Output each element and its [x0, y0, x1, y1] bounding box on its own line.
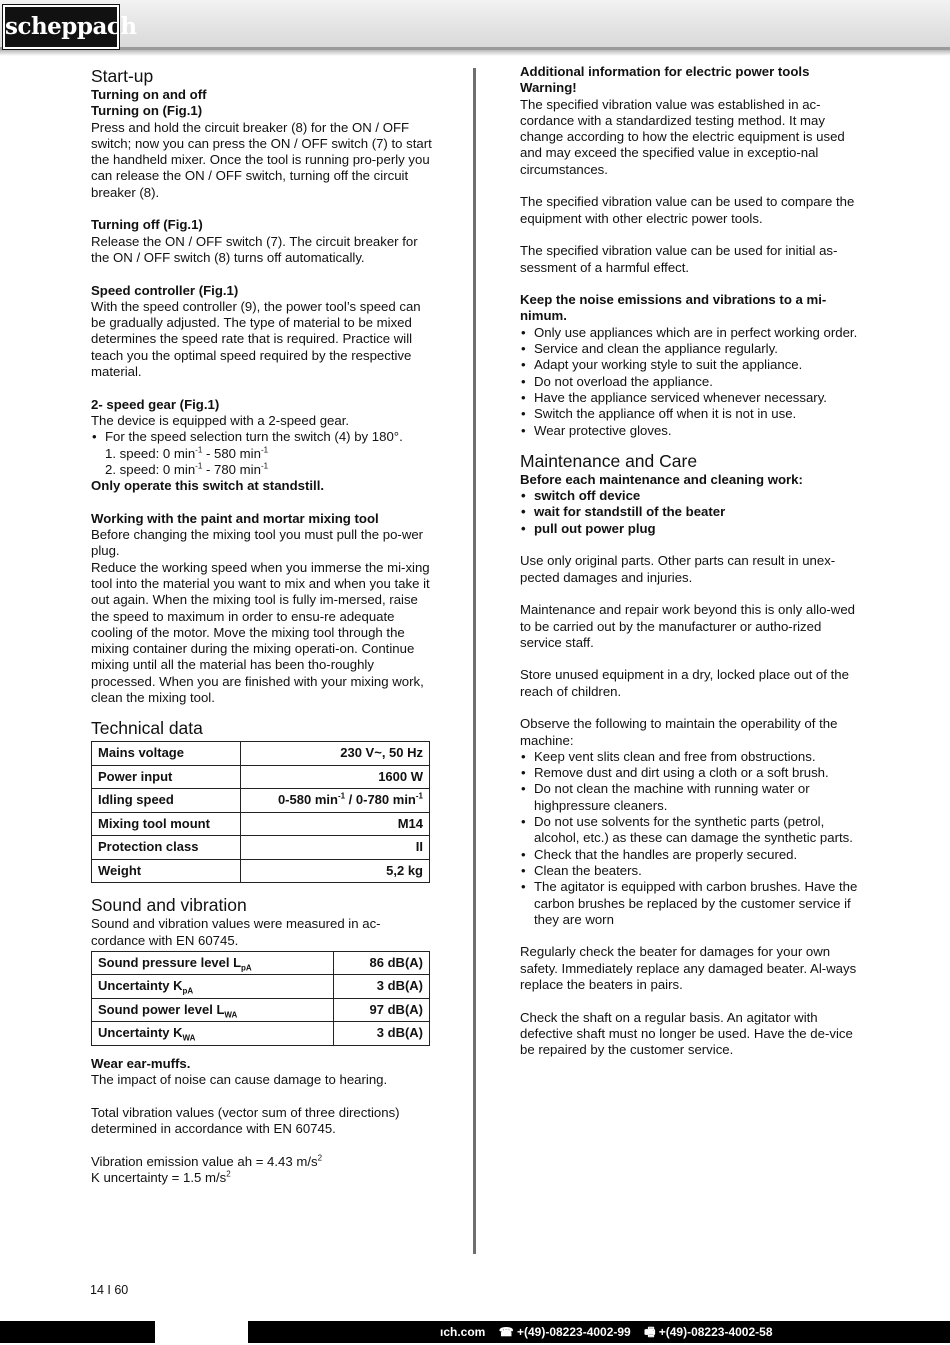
turning-off-text: Release the ON / OFF switch (7). The circuit breaker for the ON / OFF switch (8) turns off automatically. — [91, 233, 418, 265]
list-item: • For the speed selection turn the switch (4) by 180°. — [91, 429, 433, 445]
technical-data-title: Technical data — [91, 718, 203, 739]
speed-1-line: 1. speed: 0 $\min^{-1} - 580$ $\min^{-1}$ — [105, 445, 269, 461]
footer-white-block — [155, 1321, 248, 1343]
table-row: Uncertainty $K_{WA}$ 3 dB(A) — [92, 1022, 430, 1046]
maintenance-title: Maintenance and Care — [520, 450, 698, 471]
keep-emissions-list — [520, 325, 865, 439]
mixing-tool-text-1: Before changing the mixing tool you must pull the po-wer plug. — [91, 527, 424, 559]
header-shadow — [0, 50, 950, 56]
list-item: • Do not clean the machine with running water or highpressure cleaners. — [520, 781, 865, 814]
additional-info-text-3: The specified vibration value can be used for initial as-sessment of a harmful effect. — [520, 243, 838, 275]
list-item: • Keep vent slits clean and free from obstructions. — [520, 749, 865, 765]
table-row: Mixing tool mount M14 — [92, 812, 430, 836]
sound-vibration-title: Sound and vibration — [91, 895, 247, 916]
list-item: • Check that the handles are properly secured. — [520, 847, 865, 863]
list-item: • Remove dust and dirt using a cloth or a soft brush. — [520, 765, 865, 781]
list-item: • switch off device — [520, 488, 865, 504]
maintenance-steps-list — [520, 488, 865, 537]
mixing-tool-heading: Working with the paint and mortar mixing tool — [91, 510, 379, 526]
list-item: • Service and clean the appliance regularly. — [520, 341, 865, 357]
sound-intro: Sound and vibration values were measured in ac-cordance with EN 60745. — [91, 916, 381, 948]
mixing-tool-text-2: Reduce the working speed when you immerse the mi-xing tool into the material you want to mix and when you take it out again. When the mixing tool is fully im-mersed, raise the speed to maximum in order to ensu-re adequate cooling of the motor. Move the mixing tool through the mixing container during the mixing operati-on. Continue mixing until all the material has been tho-roughly processed. When you are finished with your mixing work, clean the mixing tool. — [91, 559, 430, 705]
list-item: • Clean the beaters. — [520, 863, 865, 879]
vibration-emission-line: Vibration emission value ah = 4.43 $m/s^2$ — [91, 1153, 323, 1169]
page-number: 14 I 60 — [90, 1283, 129, 1297]
maintenance-subheading: Before each maintenance and cleaning work: — [520, 471, 803, 487]
speed-gear-heading: 2- speed gear (Fig.1) — [91, 396, 220, 412]
ear-muffs-text: The impact of noise can cause damage to hearing. — [91, 1072, 388, 1088]
warning-heading: Warning! — [520, 80, 577, 96]
footer-bar — [0, 1321, 950, 1343]
additional-info-text-2: The specified vibration value can be used to compare the equipment with other electric power tools. — [520, 194, 855, 226]
table-row: Weight 5,2 kg — [92, 859, 430, 883]
list-item: • wait for standstill of the beater — [520, 504, 865, 520]
table-row: Sound power level $L_{WA}$ 97 dB(A) — [92, 998, 430, 1022]
table-row: Protection class II — [92, 836, 430, 860]
list-item: • Switch the appliance off when it is not in use. — [520, 406, 865, 422]
list-item: • Wear protective gloves. — [520, 423, 865, 439]
table-row: Sound pressure level $L_{pA}$ 86 dB(A) — [92, 951, 430, 975]
vibration-text: Total vibration values (vector sum of three directions) determined in accordance with EN 60745. — [91, 1104, 400, 1137]
table-row: Idling speed 0-580 $\min^{-1} / 0-780$ $\min^{-1}$ — [92, 789, 430, 813]
footer-phone: ☎ +(49)-08223-4002-99 — [498, 1325, 631, 1339]
keep-emissions-heading: Keep the noise emissions and vibrations to a mi-nimum. — [520, 292, 827, 324]
speed-gear-text: The device is equipped with a 2-speed gear. — [91, 412, 350, 428]
speed-controller-heading: Speed controller (Fig.1) — [91, 282, 239, 298]
turning-on-text: Press and hold the circuit breaker (8) for the ON / OFF switch; now you can press the ON / OFF switch (7) to start the handheld mixer. Once the tool is running pro-perly you can release the ON / OFF switch, turning off the circuit breaker (8). — [91, 119, 432, 200]
speed-2-line: 2. speed: 0 $\min^{-1} - 780$ $\min^{-1}$ — [105, 461, 269, 477]
header-bar — [0, 0, 950, 50]
turning-off-heading: Turning off (Fig.1) — [91, 217, 203, 233]
maintenance-text-1: Use only original parts. Other parts can result in unex-pected damages and injuries. — [520, 553, 836, 585]
sound-table — [91, 951, 430, 1046]
footer-contact — [440, 1324, 773, 1340]
maintenance-text-2: Maintenance and repair work beyond this is only allo-wed to be carried out by the manufacturer or autho-rized service staff. — [520, 602, 855, 650]
list-item: • Have the appliance serviced whenever necessary. — [520, 390, 865, 406]
footer-fax: 🖷 +(49)-08223-4002-58 — [644, 1325, 773, 1339]
list-item: • The agitator is equipped with carbon brushes. Have the carbon brushes be replaced by the customer service if they are worn — [520, 879, 865, 928]
list-item: • pull out power plug — [520, 521, 865, 537]
turning-on-off-heading: Turning on and off — [91, 87, 207, 102]
scheppach-logo: scheppach — [3, 5, 119, 49]
list-item: • Only use appliances which are in perfect working order. — [520, 325, 865, 341]
startup-title: Start-up — [91, 66, 154, 86]
turning-on-heading: Turning on (Fig.1) — [91, 103, 203, 119]
speed-gear-list — [91, 429, 433, 445]
speed-controller-text: With the speed controller (9), the power tool’s speed can be gradually adjusted. The type of material to be mixed determines the speed rate that is required. Practice will teach you the optimal speed required by the respective material. — [91, 298, 421, 380]
ear-muffs-heading: Wear ear-muffs. — [91, 1055, 191, 1071]
footer-web: ıch.com — [440, 1325, 486, 1339]
maintenance-text-5: Regularly check the beater for damages for your own safety. Immediately replace any damaged beater. Al-ways replace the beaters in pairs. — [520, 944, 857, 993]
column-divider — [473, 68, 476, 1254]
list-item: • Adapt your working style to suit the appliance. — [520, 357, 865, 373]
standstill-note: Only operate this switch at standstill. — [91, 478, 325, 494]
operability-list — [520, 749, 865, 928]
table-row: Power input 1600 W — [92, 765, 430, 789]
maintenance-text-4: Observe the following to maintain the operability of the machine: — [520, 716, 838, 748]
table-row: Mains voltage 230 V~, 50 Hz — [92, 742, 430, 766]
table-row: Uncertainty $K_{pA}$ 3 dB(A) — [92, 975, 430, 999]
right-column — [520, 64, 865, 1059]
list-item: • Do not use solvents for the synthetic parts (petrol, alcohol, etc.) as these can damage the synthetic parts. — [520, 814, 865, 847]
additional-info-heading: Additional information for electric power tools — [520, 64, 810, 79]
list-item: • Do not overload the appliance. — [520, 374, 865, 390]
maintenance-text-3: Store unused equipment in a dry, locked place out of the reach of children. — [520, 667, 849, 699]
technical-data-table — [91, 741, 430, 883]
k-uncertainty-line: K uncertainty = 1.5 $m/s^2$ — [91, 1169, 231, 1185]
additional-info-text-1: The specified vibration value was established in ac-cordance with a standardized testing method. It may change according to how the electric equipment is used and may exceed the specified value in exceptio-nal circumstances. — [520, 96, 845, 177]
maintenance-text-6: Check the shaft on a regular basis. An agitator with defective shaft must no longer be used. Have the de-vice be repaired by the customer service. — [520, 1009, 853, 1058]
left-column — [91, 64, 433, 1186]
